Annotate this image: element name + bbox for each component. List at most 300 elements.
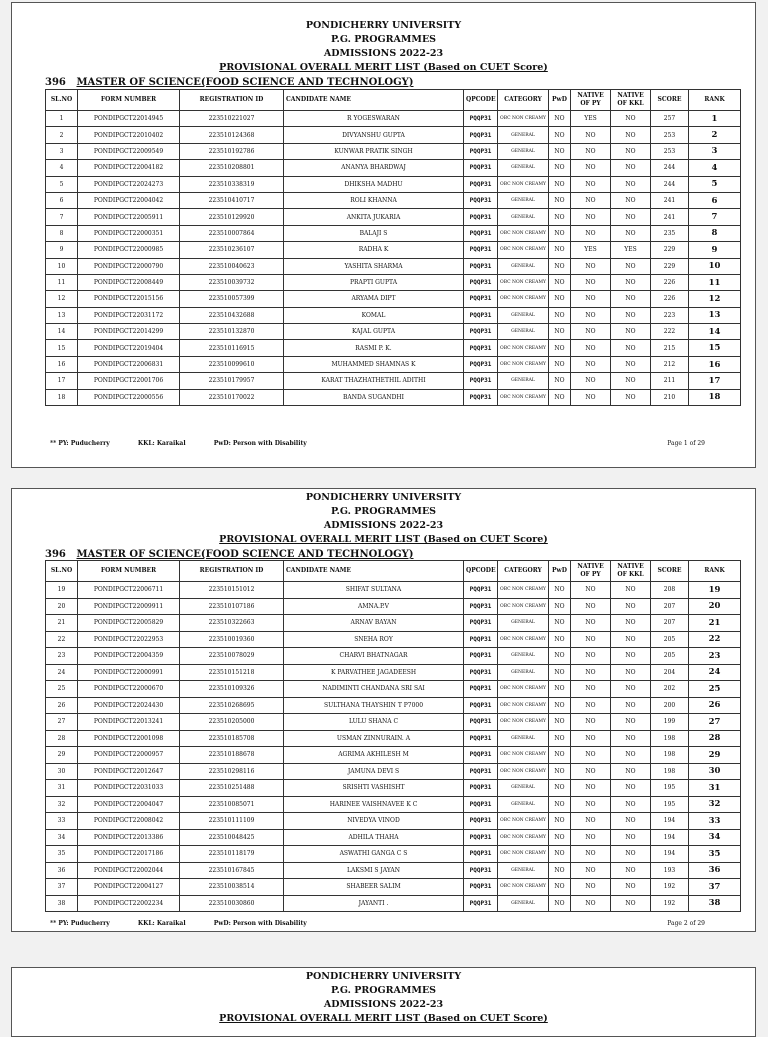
cell-qpcode: PQQP31 [464,780,498,797]
cell-candidate-name: ARYAMA DIPT [284,291,464,307]
cell-native-py: YES [571,242,611,258]
table-row [46,829,741,846]
table-row [46,192,741,208]
cell-candidate-name: KARAT THAZHATHETHIL ADITHI [284,373,464,389]
cell-pwd: NO [549,895,571,912]
table-row [46,225,741,241]
cell-native-py: NO [571,664,611,681]
cell-qpcode: PQQP31 [464,389,498,405]
cell-native-kkl: NO [611,631,651,648]
cell-native-py: NO [571,582,611,599]
col-slno: SL.NO [46,561,78,582]
cell-qpcode: PQQP31 [464,111,498,127]
table-row [46,127,741,143]
cell-candidate-name: LULU SHANA C [284,714,464,731]
cell-category: OBC NON CREAMY [498,714,549,731]
cell-native-py: NO [571,846,611,863]
course-code: 396 [45,549,66,560]
cell-native-py: NO [571,143,611,159]
cell-slno: 14 [46,324,78,340]
cell-candidate-name: ANANYA BHARDWAJ [284,160,464,176]
table-row [46,615,741,632]
col-pwd: PwD [549,561,571,582]
col-score: SCORE [651,561,689,582]
table-row [46,373,741,389]
cell-pwd: NO [549,209,571,225]
cell-qpcode: PQQP31 [464,582,498,599]
cell-native-kkl: NO [611,143,651,159]
cell-category: GENERAL [498,796,549,813]
cell-category: OBC NON CREAMY [498,356,549,372]
cell-rank: 30 [689,763,741,780]
cell-native-py: NO [571,373,611,389]
cell-form-number: PONDIPGCT22000991 [78,664,180,681]
cell-rank: 15 [689,340,741,356]
cell-qpcode: PQQP31 [464,846,498,863]
col-pwd: PwD [549,90,571,111]
cell-rank: 3 [689,143,741,159]
cell-form-number: PONDIPGCT22000556 [78,389,180,405]
table-row [46,242,741,258]
cell-native-kkl: NO [611,648,651,665]
cell-registration-id: 223510116915 [180,340,284,356]
cell-pwd: NO [549,389,571,405]
cell-slno: 29 [46,747,78,764]
cell-score: 253 [651,143,689,159]
cell-candidate-name: YASHITA SHARMA [284,258,464,274]
cell-candidate-name: SHABEER SALIM [284,879,464,896]
admissions-title: ADMISSIONS 2022-23 [323,520,444,531]
cell-category: GENERAL [498,615,549,632]
cell-candidate-name: ROLI KHANNA [284,192,464,208]
cell-score: 211 [651,373,689,389]
cell-form-number: PONDIPGCT22008449 [78,274,180,290]
cell-form-number: PONDIPGCT22001706 [78,373,180,389]
cell-slno: 34 [46,829,78,846]
cell-registration-id: 223510179957 [180,373,284,389]
cell-qpcode: PQQP31 [464,192,498,208]
cell-candidate-name: NIVEDYA VINOD [284,813,464,830]
cell-slno: 30 [46,763,78,780]
table-row [46,796,741,813]
cell-category: GENERAL [498,160,549,176]
cell-candidate-name: ARNAV BAYAN [284,615,464,632]
cell-score: 244 [651,176,689,192]
cell-slno: 8 [46,225,78,241]
cell-native-py: NO [571,324,611,340]
table-row [46,895,741,912]
cell-registration-id: 223510057399 [180,291,284,307]
cell-rank: 36 [689,862,741,879]
cell-native-kkl: NO [611,373,651,389]
cell-category: OBC NON CREAMY [498,111,549,127]
cell-score: 194 [651,813,689,830]
cell-registration-id: 223510188678 [180,747,284,764]
cell-score: 253 [651,127,689,143]
cell-form-number: PONDIPGCT22004359 [78,648,180,665]
table-row [46,730,741,747]
cell-form-number: PONDIPGCT22024273 [78,176,180,192]
cell-qpcode: PQQP31 [464,307,498,323]
cell-category: OBC NON CREAMY [498,879,549,896]
table-row [46,143,741,159]
footer-pwd-note: PwD: Person with Disability [213,920,307,927]
cell-form-number: PONDIPGCT22012647 [78,763,180,780]
cell-qpcode: PQQP31 [464,730,498,747]
cell-registration-id: 223510048425 [180,829,284,846]
cell-score: 194 [651,829,689,846]
col-candidate-name: CANDIDATE NAME [284,90,464,111]
cell-candidate-name: NADIMINTI CHANDANA SRI SAI [284,681,464,698]
cell-native-kkl: NO [611,582,651,599]
table-row [46,648,741,665]
cell-slno: 5 [46,176,78,192]
cell-native-py: NO [571,274,611,290]
cell-rank: 26 [689,697,741,714]
cell-native-py: NO [571,176,611,192]
table-row [46,176,741,192]
cell-slno: 13 [46,307,78,323]
cell-slno: 27 [46,714,78,731]
col-registration-id: REGISTRATION ID [180,90,284,111]
cell-rank: 38 [689,895,741,912]
cell-score: 235 [651,225,689,241]
cell-candidate-name: AGRIMA AKHILESH M [284,747,464,764]
footer-pwd-note: PwD: Person with Disability [213,440,307,447]
cell-registration-id: 223510208801 [180,160,284,176]
table-row [46,389,741,405]
col-registration-id: REGISTRATION ID [180,561,284,582]
cell-native-py: NO [571,356,611,372]
cell-slno: 35 [46,846,78,863]
cell-native-py: NO [571,209,611,225]
cell-rank: 12 [689,291,741,307]
cell-score: 210 [651,389,689,405]
cell-score: 198 [651,763,689,780]
cell-pwd: NO [549,598,571,615]
table-row [46,681,741,698]
cell-native-py: NO [571,895,611,912]
cell-native-py: NO [571,160,611,176]
cell-category: GENERAL [498,143,549,159]
cell-category: GENERAL [498,780,549,797]
table-row [46,291,741,307]
document-page-1 [11,2,756,468]
cell-native-py: NO [571,730,611,747]
table-row [46,747,741,764]
cell-registration-id: 223510030860 [180,895,284,912]
cell-rank: 14 [689,324,741,340]
cell-slno: 19 [46,582,78,599]
cell-form-number: PONDIPGCT22013386 [78,829,180,846]
cell-registration-id: 223510039732 [180,274,284,290]
page-footer [50,440,705,447]
cell-candidate-name: CHARVI BHATNAGAR [284,648,464,665]
cell-native-py: NO [571,813,611,830]
cell-slno: 36 [46,862,78,879]
cell-category: OBC NON CREAMY [498,763,549,780]
cell-category: OBC NON CREAMY [498,681,549,698]
cell-rank: 37 [689,879,741,896]
cell-native-py: NO [571,714,611,731]
cell-registration-id: 223510129920 [180,209,284,225]
cell-qpcode: PQQP31 [464,648,498,665]
cell-score: 226 [651,291,689,307]
cell-candidate-name: JAMUNA DEVI S [284,763,464,780]
cell-slno: 16 [46,356,78,372]
cell-slno: 10 [46,258,78,274]
cell-slno: 26 [46,697,78,714]
cell-form-number: PONDIPGCT22031172 [78,307,180,323]
cell-qpcode: PQQP31 [464,160,498,176]
cell-score: 208 [651,582,689,599]
cell-pwd: NO [549,829,571,846]
cell-form-number: PONDIPGCT22013241 [78,714,180,731]
table-row [46,763,741,780]
cell-category: OBC NON CREAMY [498,829,549,846]
cell-candidate-name: BALAJI S [284,225,464,241]
table-row [46,598,741,615]
cell-candidate-name: SNEHA ROY [284,631,464,648]
cell-form-number: PONDIPGCT22022953 [78,631,180,648]
university-title: PONDICHERRY UNIVERSITY [305,971,462,982]
cell-score: 199 [651,714,689,731]
cell-registration-id: 223510111109 [180,813,284,830]
cell-form-number: PONDIPGCT22009549 [78,143,180,159]
cell-qpcode: PQQP31 [464,143,498,159]
cell-pwd: NO [549,648,571,665]
cell-score: 207 [651,598,689,615]
cell-registration-id: 223510038514 [180,879,284,896]
cell-registration-id: 223510185708 [180,730,284,747]
table-row [46,274,741,290]
cell-candidate-name: PRAPTI GUPTA [284,274,464,290]
cell-form-number: PONDIPGCT22014945 [78,111,180,127]
merit-list-title: PROVISIONAL OVERALL MERIT LIST (Based on CUET Score) [219,1013,548,1024]
cell-rank: 22 [689,631,741,648]
cell-score: 241 [651,192,689,208]
course-name: MASTER OF SCIENCE(FOOD SCIENCE AND TECHNOLOGY) [76,549,414,560]
admissions-title: ADMISSIONS 2022-23 [323,48,444,59]
cell-registration-id: 223510322663 [180,615,284,632]
cell-candidate-name: RASMI P. K. [284,340,464,356]
cell-category: GENERAL [498,862,549,879]
col-rank: RANK [689,561,741,582]
cell-pwd: NO [549,143,571,159]
table-row [46,160,741,176]
cell-pwd: NO [549,615,571,632]
col-qpcode: QPCODE [464,90,498,111]
footer-kkl-note: KKL: Karaikal [137,440,186,447]
admissions-title: ADMISSIONS 2022-23 [323,999,444,1010]
col-slno: SL.NO [46,90,78,111]
cell-registration-id: 223510338319 [180,176,284,192]
cell-qpcode: PQQP31 [464,373,498,389]
university-title: PONDICHERRY UNIVERSITY [305,20,462,31]
cell-candidate-name: USMAN ZINNURAIN. A [284,730,464,747]
table-row [46,664,741,681]
cell-form-number: PONDIPGCT22002234 [78,895,180,912]
cell-native-py: NO [571,829,611,846]
cell-native-py: NO [571,598,611,615]
cell-pwd: NO [549,730,571,747]
cell-qpcode: PQQP31 [464,356,498,372]
merit-list-title: PROVISIONAL OVERALL MERIT LIST (Based on CUET Score) [219,534,548,545]
table-row [46,356,741,372]
programmes-title: P.G. PROGRAMMES [330,506,437,517]
cell-pwd: NO [549,127,571,143]
table-row [46,340,741,356]
cell-pwd: NO [549,324,571,340]
cell-category: GENERAL [498,127,549,143]
cell-native-py: NO [571,307,611,323]
page-header [12,491,755,547]
university-title: PONDICHERRY UNIVERSITY [305,492,462,503]
cell-native-kkl: NO [611,389,651,405]
cell-native-kkl: NO [611,829,651,846]
cell-slno: 3 [46,143,78,159]
document-page-2 [11,488,756,932]
cell-qpcode: PQQP31 [464,258,498,274]
cell-pwd: NO [549,631,571,648]
cell-candidate-name: KUNWAR PRATIK SINGH [284,143,464,159]
cell-rank: 25 [689,681,741,698]
cell-registration-id: 223510007864 [180,225,284,241]
cell-score: 195 [651,796,689,813]
course-code: 396 [45,77,66,88]
cell-native-kkl: NO [611,879,651,896]
cell-candidate-name: MUHAMMED SHAMNAS K [284,356,464,372]
cell-qpcode: PQQP31 [464,340,498,356]
cell-rank: 4 [689,160,741,176]
cell-score: 241 [651,209,689,225]
cell-native-kkl: NO [611,763,651,780]
course-name: MASTER OF SCIENCE(FOOD SCIENCE AND TECHNOLOGY) [76,77,414,88]
cell-slno: 25 [46,681,78,698]
cell-rank: 35 [689,846,741,863]
col-form-number: FORM NUMBER [78,561,180,582]
cell-qpcode: PQQP31 [464,763,498,780]
cell-pwd: NO [549,242,571,258]
cell-native-kkl: NO [611,209,651,225]
cell-native-kkl: NO [611,127,651,143]
cell-candidate-name: JAYANTI . [284,895,464,912]
cell-form-number: PONDIPGCT22004042 [78,192,180,208]
cell-rank: 16 [689,356,741,372]
cell-candidate-name: DHIKSHA MADHU [284,176,464,192]
cell-form-number: PONDIPGCT22015156 [78,291,180,307]
cell-rank: 10 [689,258,741,274]
cell-form-number: PONDIPGCT22010402 [78,127,180,143]
merit-list-title: PROVISIONAL OVERALL MERIT LIST (Based on CUET Score) [219,62,548,73]
cell-rank: 13 [689,307,741,323]
cell-qpcode: PQQP31 [464,879,498,896]
cell-score: 215 [651,340,689,356]
cell-category: GENERAL [498,258,549,274]
cell-score: 205 [651,631,689,648]
cell-qpcode: PQQP31 [464,681,498,698]
footer-py-note: ** PY: Puducherry [50,440,110,447]
cell-slno: 11 [46,274,78,290]
cell-native-kkl: NO [611,160,651,176]
cell-native-py: NO [571,747,611,764]
cell-registration-id: 223510298116 [180,763,284,780]
cell-slno: 6 [46,192,78,208]
cell-category: GENERAL [498,307,549,323]
cell-native-kkl: NO [611,862,651,879]
cell-pwd: NO [549,258,571,274]
cell-registration-id: 223510118179 [180,846,284,863]
cell-pwd: NO [549,846,571,863]
cell-native-py: NO [571,291,611,307]
cell-category: OBC NON CREAMY [498,697,549,714]
cell-registration-id: 223510124368 [180,127,284,143]
cell-form-number: PONDIPGCT22014299 [78,324,180,340]
cell-rank: 29 [689,747,741,764]
cell-native-kkl: NO [611,225,651,241]
cell-form-number: PONDIPGCT22005911 [78,209,180,225]
cell-slno: 28 [46,730,78,747]
cell-native-kkl: NO [611,664,651,681]
cell-native-py: NO [571,258,611,274]
footer-kkl-note: KKL: Karaikal [137,920,186,927]
cell-form-number: PONDIPGCT22000985 [78,242,180,258]
cell-slno: 2 [46,127,78,143]
cell-slno: 31 [46,780,78,797]
cell-rank: 31 [689,780,741,797]
cell-pwd: NO [549,747,571,764]
cell-rank: 23 [689,648,741,665]
cell-native-kkl: NO [611,730,651,747]
footer-py-note: ** PY: Puducherry [50,920,110,927]
cell-native-kkl: NO [611,307,651,323]
cell-registration-id: 223510432688 [180,307,284,323]
cell-category: GENERAL [498,373,549,389]
cell-pwd: NO [549,274,571,290]
cell-qpcode: PQQP31 [464,813,498,830]
cell-native-kkl: YES [611,242,651,258]
cell-slno: 7 [46,209,78,225]
cell-pwd: NO [549,763,571,780]
cell-candidate-name: ADHILA THAHA [284,829,464,846]
cell-qpcode: PQQP31 [464,747,498,764]
col-candidate-name: CANDIDATE NAME [284,561,464,582]
page-number: Page 2 of 29 [667,920,705,927]
cell-category: OBC NON CREAMY [498,631,549,648]
cell-registration-id: 223510078029 [180,648,284,665]
cell-candidate-name: ASWATHI GANGA C S [284,846,464,863]
cell-native-py: NO [571,648,611,665]
course-heading [45,549,755,560]
cell-rank: 34 [689,829,741,846]
cell-rank: 17 [689,373,741,389]
cell-registration-id: 223510251488 [180,780,284,797]
cell-score: 205 [651,648,689,665]
cell-slno: 38 [46,895,78,912]
cell-pwd: NO [549,664,571,681]
cell-rank: 1 [689,111,741,127]
cell-candidate-name: RADHA K [284,242,464,258]
cell-form-number: PONDIPGCT22024430 [78,697,180,714]
cell-category: OBC NON CREAMY [498,340,549,356]
cell-qpcode: PQQP31 [464,324,498,340]
cell-score: 244 [651,160,689,176]
cell-rank: 6 [689,192,741,208]
merit-table [45,560,741,912]
cell-native-py: NO [571,631,611,648]
cell-native-py: NO [571,763,611,780]
cell-score: 207 [651,615,689,632]
